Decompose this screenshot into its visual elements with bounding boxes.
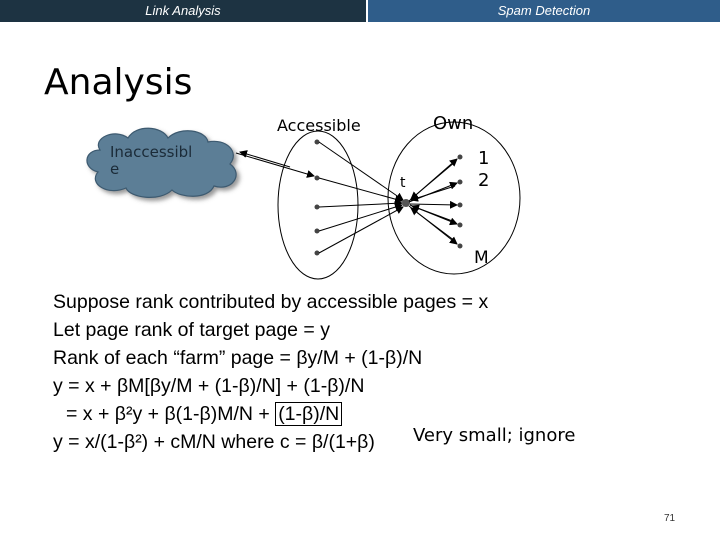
tab-spam-detection[interactable]: Spam Detection <box>368 0 720 22</box>
tab-link-analysis[interactable]: Link Analysis <box>0 0 366 22</box>
page-number: 71 <box>664 513 676 524</box>
ignore-annotation: Very small; ignore <box>413 425 576 446</box>
farm-pages <box>458 155 463 249</box>
accessible-label: Accessible <box>277 116 361 135</box>
farm-label-1: 1 <box>478 148 490 169</box>
text-line-6: y = x/(1-β²) + cM/N where c = β/(1+β) <box>53 431 375 453</box>
target-page <box>402 199 410 207</box>
target-label: t <box>400 175 406 191</box>
farm-label-m: M <box>474 248 489 268</box>
cloud-label: Inaccessibl e <box>110 143 193 178</box>
slide-title: Analysis <box>44 62 193 103</box>
text-line-2: Let page rank of target page = y <box>53 319 330 341</box>
text-line-4: y = x + βM[βy/M + (1-β)/N] + (1-β)/N <box>53 375 365 397</box>
own-region <box>388 122 520 274</box>
negligible-term-box: (1-β)/N <box>275 402 342 426</box>
accessible-pages <box>315 140 320 256</box>
farm-label-2: 2 <box>478 170 490 191</box>
text-line-1: Suppose rank contributed by accessible pages = x <box>53 291 489 313</box>
text-line-3: Rank of each “farm” page = βy/M + (1-β)/N <box>53 347 423 369</box>
text-line-5-prefix: = x + β²y + β(1-β)M/N + <box>66 403 276 425</box>
own-label: Own <box>433 113 474 134</box>
